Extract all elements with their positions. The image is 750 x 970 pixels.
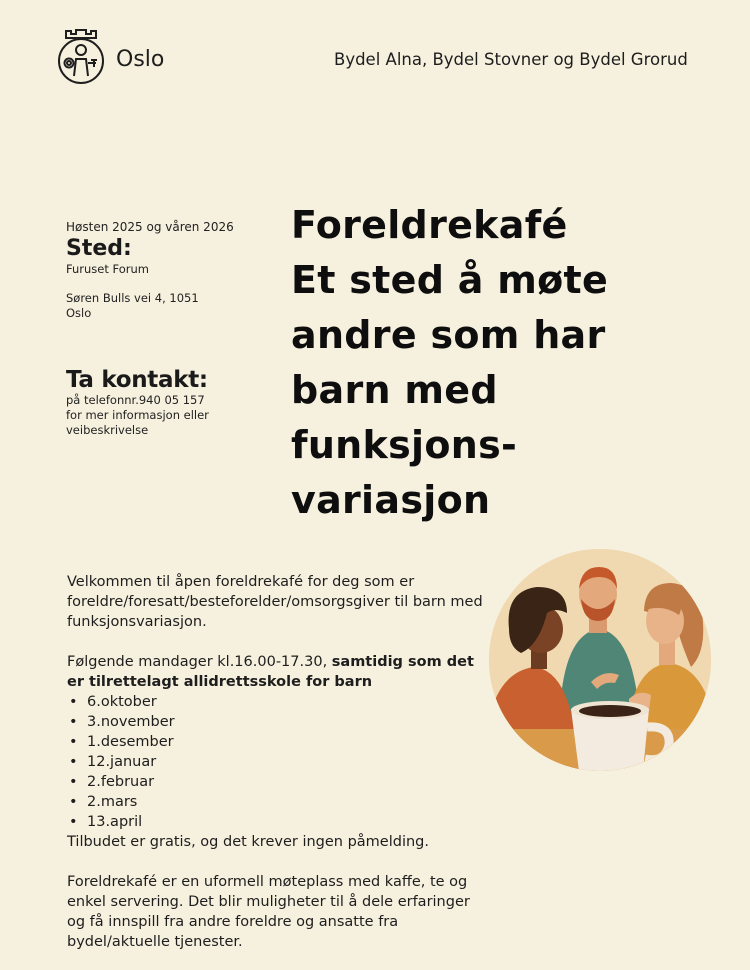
schedule-section bbox=[67, 652, 487, 852]
schedule-bold: samtidig som det er tilrettelagt allidrettsskole for barn bbox=[67, 654, 474, 690]
title-line: Et sted å møte bbox=[291, 258, 609, 302]
contact-line3: veibeskrivelse bbox=[66, 423, 149, 437]
description-paragraph: Foreldrekafé er en uformell møteplass med kaffe, te og enkel servering. Det blir muligheter til å dele erfaringer og få innspill fra andre foreldre og ansatte fra bydel/aktuelle tjenester. bbox=[67, 874, 470, 950]
title-line: Foreldrekafé bbox=[291, 203, 568, 247]
people-with-coffee-illustration-icon bbox=[489, 549, 711, 771]
logo-text: Oslo bbox=[116, 46, 165, 72]
dates-list bbox=[67, 692, 487, 832]
schedule-prefix: Følgende mandager kl.16.00-17.30, bbox=[67, 654, 332, 670]
intro-paragraph: Velkommen til åpen foreldrekafé for deg som er foreldre/foresatt/besteforelder/omsorgsgiver til barn med funksjonsvariasjon. bbox=[67, 574, 483, 630]
contact-info bbox=[66, 393, 266, 438]
list-item: • 1.desember bbox=[67, 732, 487, 752]
list-item: • 3.november bbox=[67, 712, 487, 732]
season-text: Høsten 2025 og våren 2026 bbox=[66, 220, 234, 234]
cafe-illustration bbox=[489, 549, 711, 771]
list-item: • 12.januar bbox=[67, 752, 487, 772]
venue-name: Furuset Forum bbox=[66, 262, 149, 276]
oslo-coat-of-arms-icon bbox=[56, 26, 106, 84]
free-note: Tilbudet er gratis, og det krever ingen påmelding. bbox=[67, 834, 429, 850]
address-line2: Oslo bbox=[66, 306, 92, 320]
oslo-logo bbox=[56, 26, 164, 84]
place-heading: Sted: bbox=[66, 236, 132, 261]
list-item: • 2.mars bbox=[67, 792, 487, 812]
contact-heading: Ta kontakt: bbox=[66, 367, 208, 393]
districts-header: Bydel Alna, Bydel Stovner og Bydel Grorud bbox=[334, 50, 688, 69]
title-line: barn med bbox=[291, 368, 498, 412]
contact-line2: for mer informasjon eller bbox=[66, 408, 209, 422]
title-line: funksjons- bbox=[291, 423, 518, 467]
list-item: • 6.oktober bbox=[67, 692, 487, 712]
list-item: • 13.april bbox=[67, 812, 487, 832]
list-item: • 2.februar bbox=[67, 772, 487, 792]
page-title bbox=[291, 198, 608, 528]
title-line: variasjon bbox=[291, 478, 491, 522]
schedule-intro bbox=[67, 652, 487, 692]
address-line1: Søren Bulls vei 4, 1051 bbox=[66, 291, 199, 305]
contact-phone: på telefonnr.940 05 157 bbox=[66, 393, 205, 407]
title-line: andre som har bbox=[291, 313, 606, 357]
body-text bbox=[67, 572, 487, 952]
address bbox=[66, 291, 266, 321]
info-sidebar bbox=[66, 220, 266, 438]
